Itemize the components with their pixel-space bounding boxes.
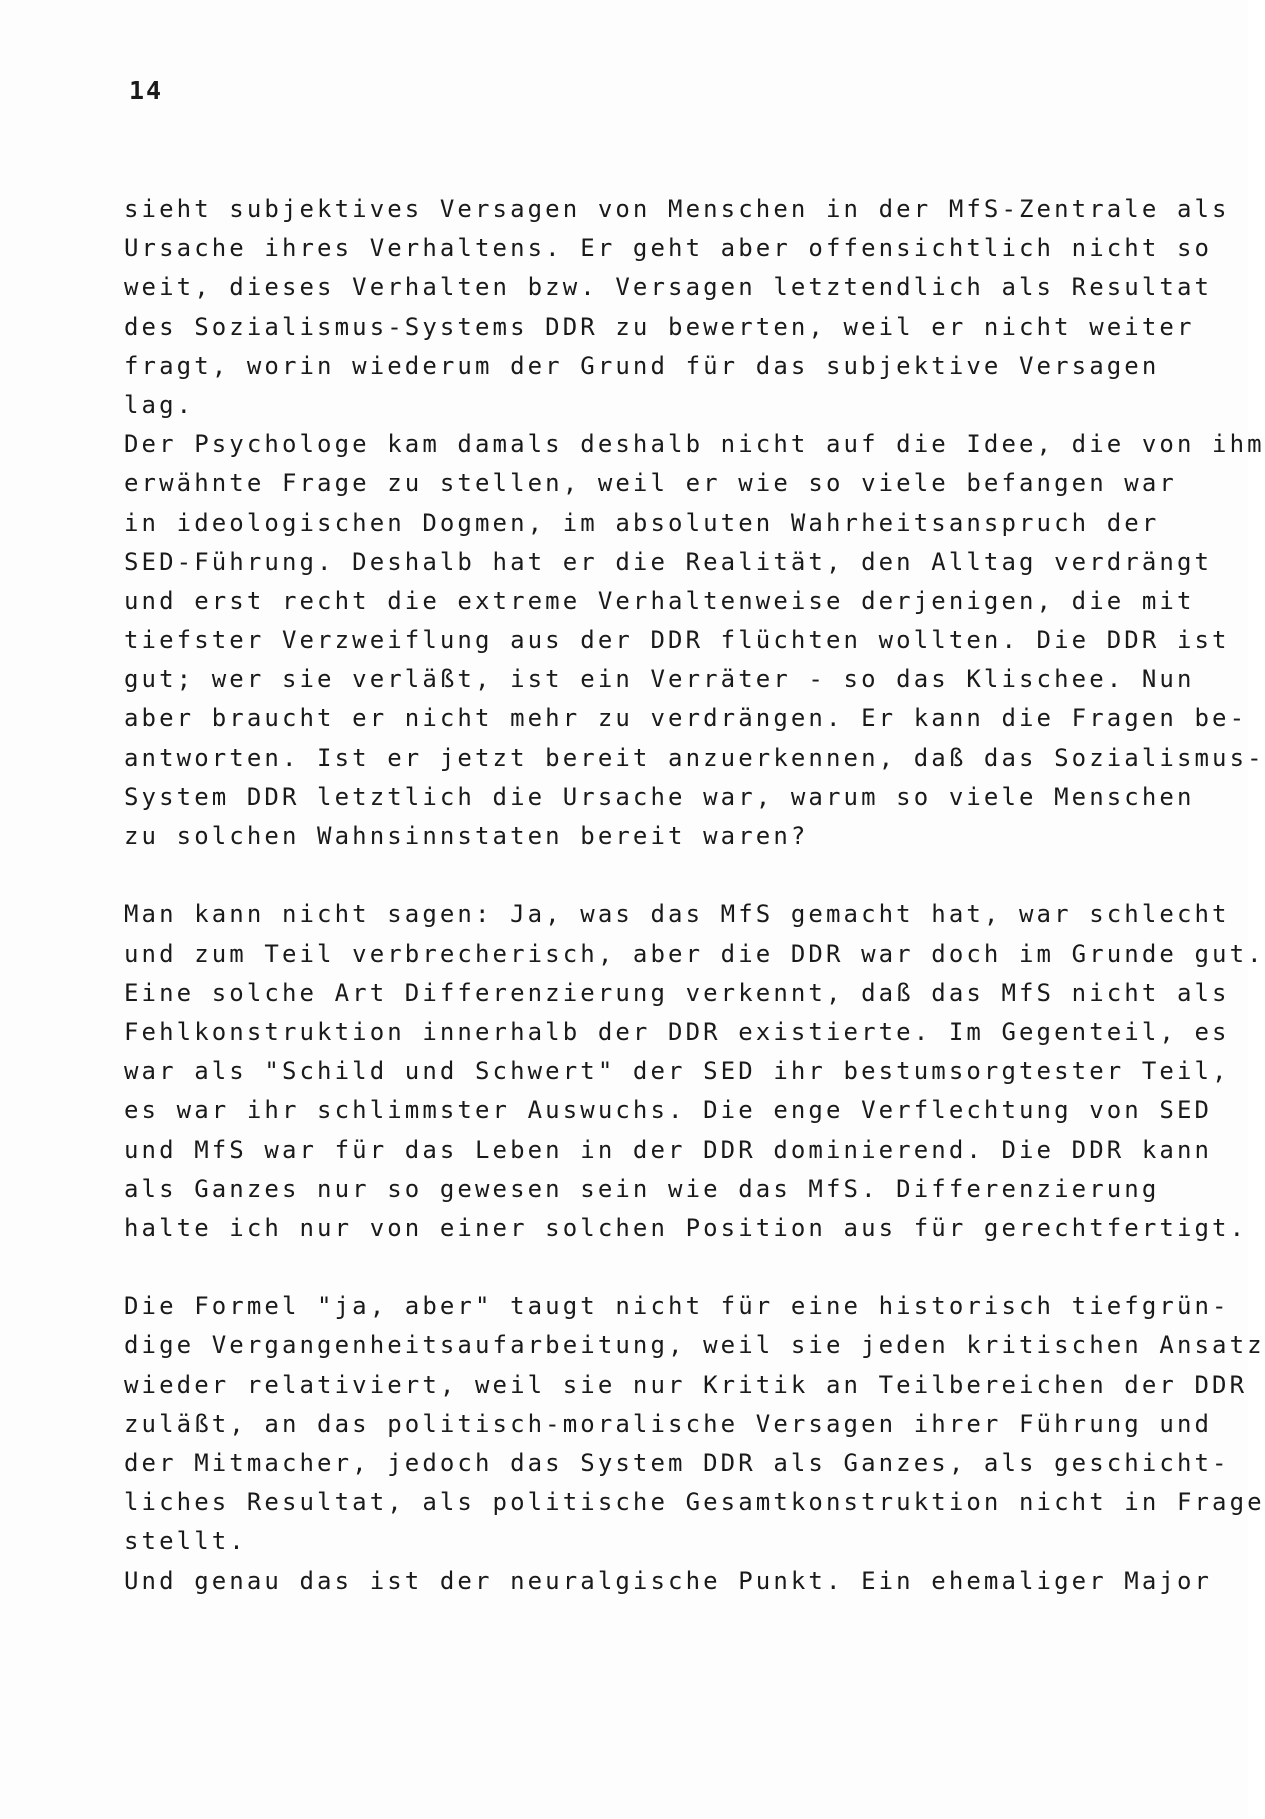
text-line: und MfS war für das Leben in der DDR dominierend. Die DDR kann xyxy=(124,1135,1213,1164)
text-line: lag. xyxy=(124,390,195,419)
text-line: erwähnte Frage zu stellen, weil er wie so viele befangen war xyxy=(124,469,1177,498)
page-number: 14 xyxy=(129,76,164,105)
text-line: antworten. Ist er jetzt bereit anzuerkennen, daß das Sozialismus- xyxy=(124,743,1265,772)
text-line: war als "Schild und Schwert" der SED ihr bestumsorgtester Teil, xyxy=(124,1057,1230,1086)
paragraph xyxy=(124,1562,1213,1601)
text-line: des Sozialismus-Systems DDR zu bewerten, weil er nicht weiter xyxy=(124,312,1195,341)
text-line: sieht subjektives Versagen von Menschen in der MfS-Zentrale als xyxy=(124,195,1230,223)
text-line: tiefster Verzweiflung aus der DDR flüchten wollten. Die DDR ist xyxy=(124,626,1230,655)
paragraph xyxy=(124,425,1265,856)
text-line: gut; wer sie verläßt, ist ein Verräter - so das Klischee. Nun xyxy=(124,665,1195,694)
paragraph xyxy=(124,190,1230,425)
text-line: weit, dieses Verhalten bzw. Versagen letztendlich als Resultat xyxy=(124,273,1213,302)
paragraph-gap xyxy=(124,1248,1140,1287)
text-line: in ideologischen Dogmen, im absoluten Wahrheitsanspruch der xyxy=(124,508,1160,537)
text-line: Fehlkonstruktion innerhalb der DDR existierte. Im Gegenteil, es xyxy=(124,1017,1230,1046)
text-line: es war ihr schlimmster Auswuchs. Die enge Verflechtung von SED xyxy=(124,1096,1213,1125)
body-text xyxy=(124,190,1265,1601)
text-line: zu solchen Wahnsinnstaten bereit waren? xyxy=(124,822,809,850)
text-line: als Ganzes nur so gewesen sein wie das MfS. Differenzierung xyxy=(124,1174,1160,1203)
text-line: aber braucht er nicht mehr zu verdrängen. Er kann die Fragen be- xyxy=(124,704,1248,733)
text-line: wieder relativiert, weil sie nur Kritik an Teilbereichen der DDR xyxy=(124,1370,1248,1399)
text-line: System DDR letztlich die Ursache war, warum so viele Menschen xyxy=(124,782,1195,811)
text-line: liches Resultat, als politische Gesamtkonstruktion nicht in Frage xyxy=(124,1488,1265,1517)
text-line: und erst recht die extreme Verhaltenweise derjenigen, die mit xyxy=(124,586,1195,615)
text-line: SED-Führung. Deshalb hat er die Realität, den Alltag verdrängt xyxy=(124,547,1213,576)
text-line: fragt, worin wiederum der Grund für das subjektive Versagen xyxy=(124,351,1160,380)
text-line: zuläßt, an das politisch-moralische Versagen ihrer Führung und xyxy=(124,1409,1213,1438)
text-line: Und genau das ist der neuralgische Punkt. Ein ehemaliger Major xyxy=(124,1566,1213,1595)
text-line: und zum Teil verbrecherisch, aber die DDR war doch im Grunde gut. xyxy=(124,939,1265,968)
text-line: halte ich nur von einer solchen Position aus für gerechtfertigt. xyxy=(124,1213,1248,1242)
text-line: Ursache ihres Verhaltens. Er geht aber offensichtlich nicht so xyxy=(124,234,1213,263)
text-line: der Mitmacher, jedoch das System DDR als Ganzes, als geschicht- xyxy=(124,1449,1230,1477)
paragraph xyxy=(124,1287,1265,1561)
text-line: stellt. xyxy=(124,1527,247,1556)
paragraph xyxy=(124,895,1265,1248)
text-line: Der Psychologe kam damals deshalb nicht auf die Idee, die von ihm xyxy=(124,430,1265,459)
text-line: dige Vergangenheitsaufarbeitung, weil sie jeden kritischen Ansatz xyxy=(124,1331,1265,1360)
text-line: Die Formel "ja, aber" taugt nicht für eine historisch tiefgrün- xyxy=(124,1292,1230,1321)
text-line: Eine solche Art Differenzierung verkennt, daß das MfS nicht als xyxy=(124,978,1230,1007)
text-line: Man kann nicht sagen: Ja, was das MfS gemacht hat, war schlecht xyxy=(124,900,1230,929)
paragraph-gap xyxy=(124,856,1140,895)
